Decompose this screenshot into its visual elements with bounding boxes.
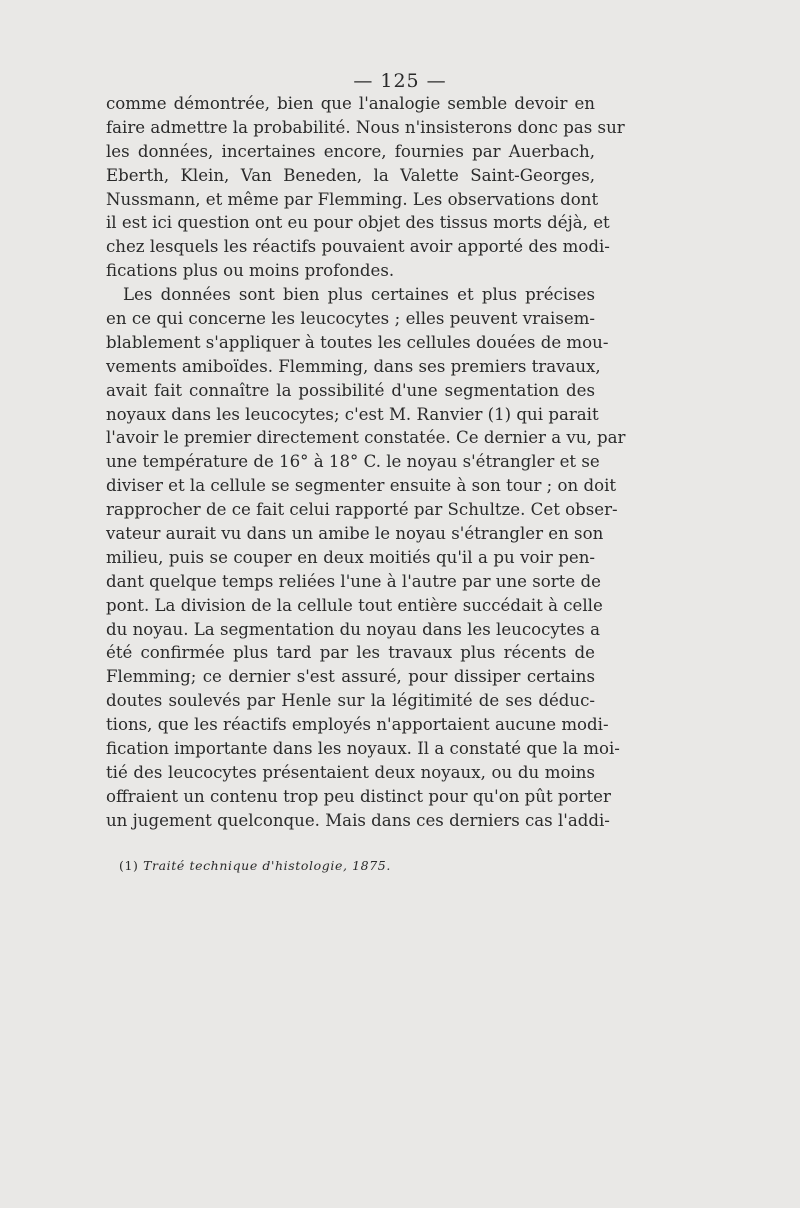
text-line: tié des leucocytes présentaient deux noyaux, ou du moins xyxy=(106,762,595,782)
text-line: chez lesquels les réactifs pouvaient avoir apporté des modi- xyxy=(106,237,610,257)
text-line: Eberth, Klein, Van Beneden, la Valette Saint-Georges, xyxy=(106,165,595,185)
text-line: avait fait connaître la possibilité d'une segmentation des xyxy=(106,380,595,400)
text-line: noyaux dans les leucocytes; c'est M. Ranvier (1) qui parait xyxy=(106,404,599,424)
text-line: du noyau. La segmentation du noyau dans les leucocytes a xyxy=(106,619,600,639)
text-line: l'avoir le premier directement constatée. Ce dernier a vu, par xyxy=(106,428,626,448)
text-line: tions, que les réactifs employés n'apportaient aucune modi- xyxy=(106,715,609,735)
text-line: Les données sont bien plus certaines et plus précises xyxy=(123,285,595,305)
text-line: rapprocher de ce fait celui rapporté par Schultze. Cet obser- xyxy=(106,500,618,520)
text-line: milieu, puis se couper en deux moitiés qu'il a pu voir pen- xyxy=(106,547,595,567)
text-line: dant quelque temps reliées l'une à l'autre par une sorte de xyxy=(106,571,601,591)
text-line: vements amiboïdes. Flemming, dans ses premiers travaux, xyxy=(106,356,601,376)
text-line: faire admettre la probabilité. Nous n'insisterons donc pas sur xyxy=(106,117,625,137)
text-line: fications plus ou moins profondes. xyxy=(106,261,395,281)
text-line: en ce qui concerne les leucocytes ; elles peuvent vraisem- xyxy=(106,309,595,329)
text-line: été confirmée plus tard par les travaux plus récents de xyxy=(106,643,595,663)
text-line: il est ici question ont eu pour objet des tissus morts déjà, et xyxy=(106,213,610,233)
footnote xyxy=(119,858,391,873)
text-line: offraient un contenu trop peu distinct pour qu'on pût porter xyxy=(106,786,611,806)
body-text xyxy=(106,92,626,833)
text-line: comme démontrée, bien que l'analogie semble devoir en xyxy=(106,94,595,113)
text-line: fication importante dans les noyaux. Il a constaté que la moi- xyxy=(106,739,620,759)
footnote-text: Traité technique d'histologie, 1875. xyxy=(143,858,391,873)
text-line: Nussmann, et même par Flemming. Les observations dont xyxy=(106,189,599,209)
text-line: doutes soulevés par Henle sur la légitimité de ses déduc- xyxy=(106,691,595,711)
page-number: — 125 — xyxy=(353,70,447,92)
text-line: vateur aurait vu dans un amibe le noyau s'étrangler en son xyxy=(106,524,604,544)
text-line: un jugement quelconque. Mais dans ces derniers cas l'addi- xyxy=(106,810,610,830)
text-line: blablement s'appliquer à toutes les cellules douées de mou- xyxy=(106,332,609,352)
text-line: Flemming; ce dernier s'est assuré, pour dissiper certains xyxy=(106,667,595,687)
text-line: diviser et la cellule se segmenter ensuite à son tour ; on doit xyxy=(106,476,617,496)
footnote-marker: (1) xyxy=(119,858,139,873)
text-line: les données, incertaines encore, fournies par Auerbach, xyxy=(106,141,595,161)
text-line: une température de 16° à 18° C. le noyau s'étrangler et se xyxy=(106,452,600,472)
text-line: pont. La division de la cellule tout entière succédait à celle xyxy=(106,595,603,615)
